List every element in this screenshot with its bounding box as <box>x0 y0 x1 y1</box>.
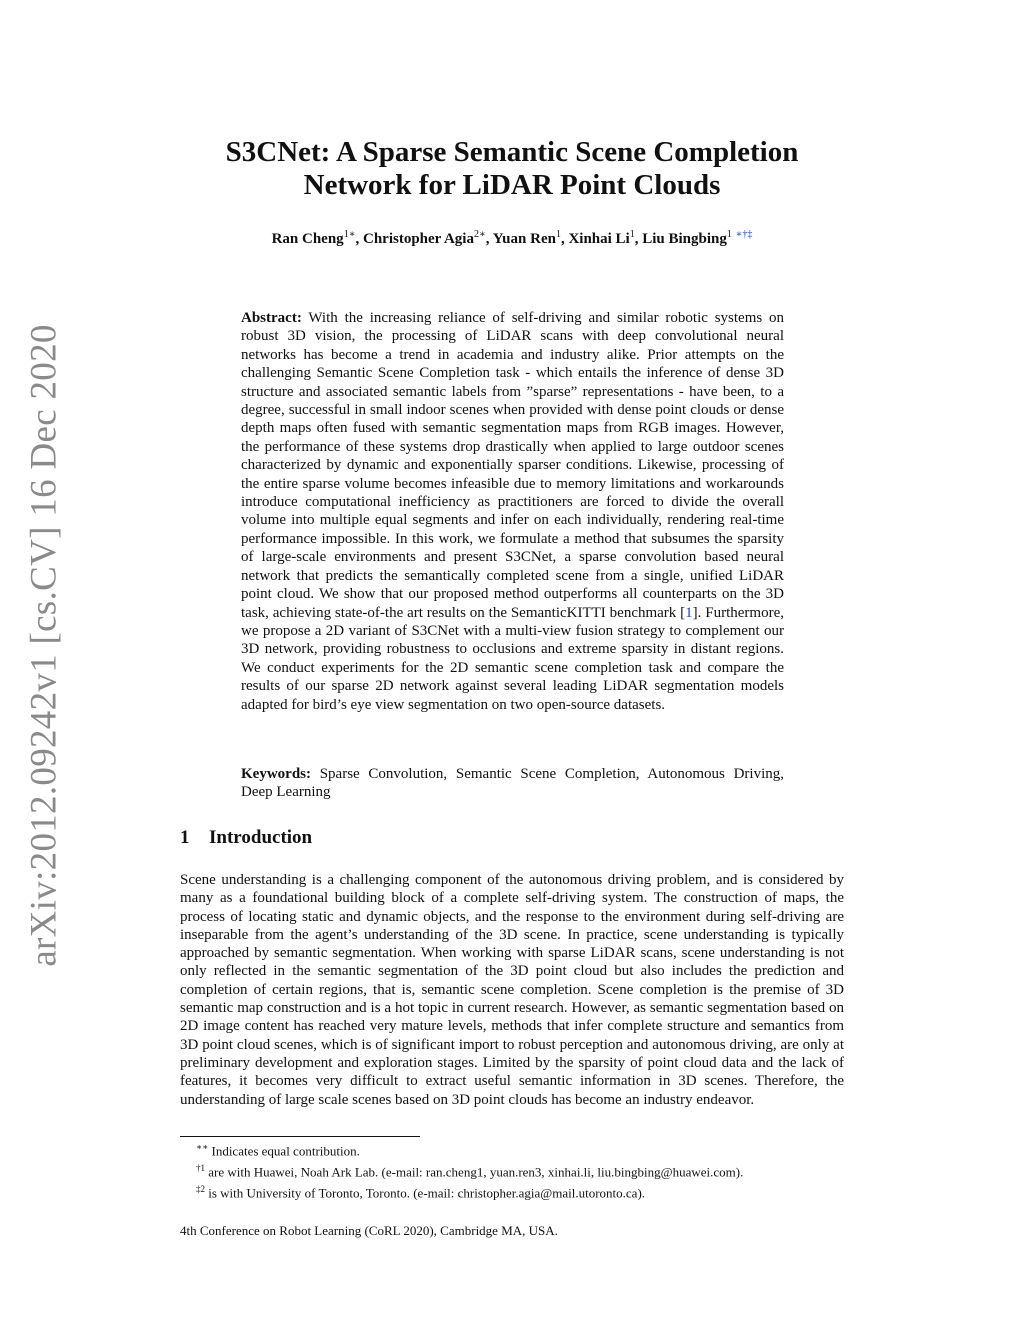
keywords-text: Sparse Convolution, Semantic Scene Completion, Autonomous Driving, Deep Learning <box>241 766 785 801</box>
abstract-label: Abstract: <box>241 310 302 326</box>
abstract-text-2: ]. Furthermore, we propose a 2D variant of S3CNet with a multi-view fusion strategy to complement our 3D network, providing robustness to occlusions and extreme sparsity in distant regions. We conduct experiments for the 2D semantic scene completion task and compare the results of our sparse 2D network against several leading LiDAR segmentation models adapted for bird’s eye view segmentation on two open-source datasets. <box>241 604 784 713</box>
section-heading <box>180 827 312 849</box>
author-mark: 2∗ <box>473 229 486 240</box>
paper-title <box>150 136 874 202</box>
author-name: Liu Bingbing <box>642 231 727 247</box>
section-title: Introduction <box>209 827 313 848</box>
keywords-label: Keywords: <box>241 766 311 782</box>
footnote <box>196 1160 856 1181</box>
author-mark: 1∗ <box>343 229 356 240</box>
footnote-rule <box>180 1136 420 1137</box>
author-footnote-marks[interactable]: ∗†‡ <box>735 229 753 240</box>
author-name: Ran Cheng <box>271 231 344 247</box>
footnote-mark: ‡2 <box>196 1183 205 1194</box>
abstract-citation-link[interactable]: 1 <box>685 604 693 621</box>
footnotes <box>196 1139 856 1201</box>
intro-paragraph: Scene understanding is a challenging component of the autonomous driving problem, and is considered by many as a foundational building block of a complete self-driving system. The construction of maps, the process of locating static and dynamic objects, and the response to the environment during self-driving are inseparable from the agent’s understanding of the 3D scene. In practice, scene understanding is typically approached by semantic segmentation. When working with sparse LiDAR scans, scene understanding is not only reflected in the semantic segmentation of the 3D point cloud but also includes the prediction and completion of certain regions, that is, semantic scene completion. Scene completion is the premise of 3D semantic map construction and is a hot topic in current research. However, as semantic segmentation based on 2D image content has reached very mature levels, methods that infer complete structure and semantics from 3D point cloud scenes, which is of significant import to robust perception and autonomous driving, are only at preliminary development and exploration stages. Limited by the sparsity of point cloud data and the lack of features, it becomes very difficult to extract useful semantic information in 3D scenes. Therefore, the understanding of large scale scenes based on 3D point clouds has become an industry endeavor. <box>180 872 844 1108</box>
author-mark: 1 <box>726 229 732 240</box>
author-name: Christopher Agia <box>362 231 474 247</box>
author-mark: 1 <box>555 229 561 240</box>
arxiv-id: arXiv:2012.09242v1 [cs.CV] 16 Dec 2020 <box>23 323 65 967</box>
footnote-text: is with University of Toronto, Toronto. (e-mail: christopher.agia@mail.utoronto.ca). <box>208 1184 646 1200</box>
footnote-mark: †1 <box>196 1162 205 1173</box>
title-line-1: S3CNet: A Sparse Semantic Scene Completion <box>225 136 799 168</box>
abstract-text-1: With the increasing reliance of self-driving and similar robotic systems on robust 3D vision, the processing of LiDAR scans with deep convolutional neural networks has become a trend in academia and industry alike. Prior attempts on the challenging Semantic Scene Completion task - which entails the inference of dense 3D structure and associated semantic labels from ”sparse” representations - have been, to a degree, successful in small indoor scenes when provided with dense point clouds or dense depth maps often fused with semantic segmentation maps from RGB images. However, the performance of these systems drop drastically when applied to large outdoor scenes characterized by dynamic and exponentially sparser conditions. Likewise, processing of the entire sparse volume becomes infeasible due to memory limitations and workarounds introduce computational inefficiency as practitioners are forced to divide the overall volume into multiple equal segments and infer on each individually, rendering real-time performance impossible. In this work, we formulate a method that subsumes the sparsity of large-scale environments and present S3CNet, a sparse convolution based neural network that predicts the semantically completed scene from a single, unified LiDAR point cloud. We show that our proposed method outperforms all counterparts on the 3D task, achieving state-of-the art results on the SemanticKITTI benchmark [ <box>241 310 785 621</box>
conference-note: 4th Conference on Robot Learning (CoRL 2020), Cambridge MA, USA. <box>180 1223 558 1238</box>
author-name: Yuan Ren <box>492 231 556 247</box>
footnote <box>196 1139 856 1160</box>
footnote-text: are with Huawei, Noah Ark Lab. (e-mail: ran.cheng1, yuan.ren3, xinhai.li, liu.bingbing@huawei.com). <box>208 1164 744 1180</box>
author-name: Xinhai Li <box>568 231 630 247</box>
footnote <box>196 1181 856 1202</box>
author-list: Ran Cheng$^{1∗}$, Christopher Agia$^{2∗}$, Yuan Ren$^1$, Xinhai Li$^1$, Liu Bingbing$^1$ ∗†‡ <box>271 229 753 247</box>
arxiv-stamp <box>16 323 72 967</box>
author-mark: 1 <box>629 229 635 240</box>
abstract <box>241 309 784 714</box>
title-line-2: Network for LiDAR Point Clouds <box>303 169 721 201</box>
footnote-text: Indicates equal contribution. <box>211 1143 360 1159</box>
keywords <box>241 765 784 802</box>
footnote-mark: ∗∗ <box>196 1142 209 1152</box>
section-number: 1 <box>180 827 190 848</box>
